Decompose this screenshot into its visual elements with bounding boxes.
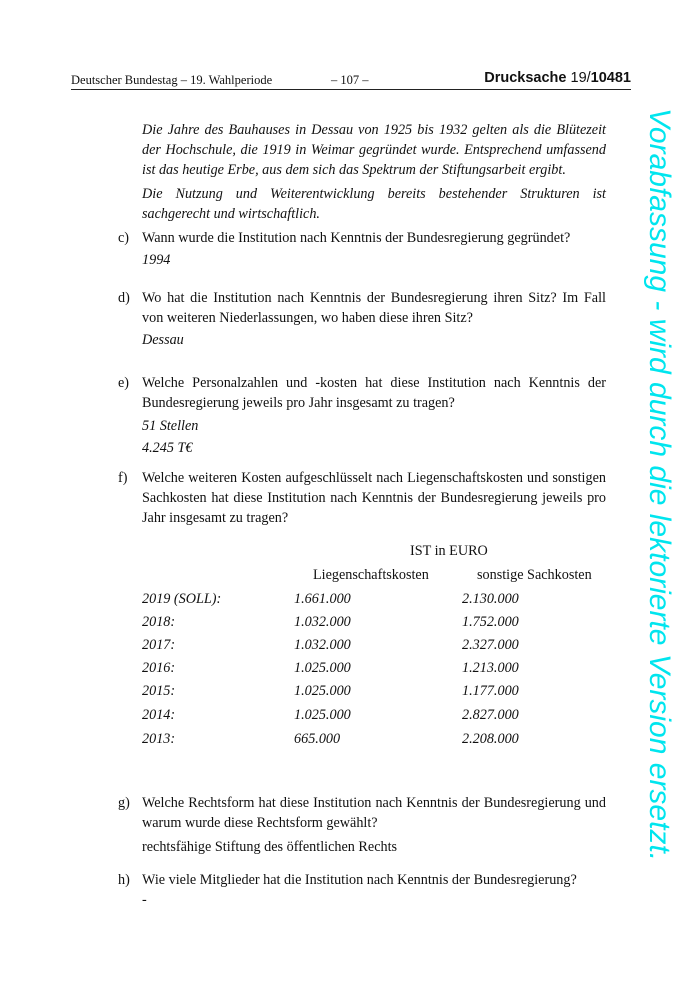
header-rule (71, 89, 631, 90)
row-sach: 2.827.000 (462, 707, 519, 723)
row-year: 2014: (142, 707, 176, 723)
question-g-text: Welche Rechtsform hat diese Institution nach Kenntnis der Bundesregierung und warum wurde diese Rechtsform gewählt? (142, 795, 606, 831)
row-year: 2015: (142, 683, 176, 699)
header-page-number: – 107 – (331, 73, 369, 87)
row-liegenschaft: 1.032.000 (294, 614, 351, 630)
page-header (71, 70, 631, 90)
question-g-answer: rechtsfähige Stiftung des öffentlichen Rechts (142, 839, 398, 855)
row-liegenschaft: 1.025.000 (294, 660, 351, 676)
header-parliament: Deutscher Bundestag – 19. Wahlperiode (71, 73, 273, 87)
question-d (142, 288, 606, 350)
question-f (142, 468, 606, 528)
question-e-label: e) (118, 375, 130, 391)
question-f-label: f) (118, 470, 128, 486)
question-h-label: h) (118, 872, 130, 888)
row-liegenschaft: 1.025.000 (294, 683, 351, 699)
cost-table-col-liegenschaft: Liegenschaftskosten (313, 567, 429, 583)
intro-paragraph-2: Die Nutzung und Weiterentwicklung bereits bestehender Strukturen ist sachgerecht und wirtschaftlich. (142, 186, 606, 222)
question-e (142, 373, 606, 458)
row-sach: 2.130.000 (462, 591, 519, 607)
cost-table-title: IST in EURO (410, 543, 488, 559)
table-row (142, 731, 602, 753)
question-d-text: Wo hat die Institution nach Kenntnis der Bundesregierung ihren Sitz? Im Fall von weiteren Niederlassungen, wo haben diese ihren Sitz? (142, 290, 606, 326)
question-g-label: g) (118, 795, 130, 811)
table-row (142, 707, 602, 729)
header-drucksache-number: 10481 (590, 70, 631, 86)
row-sach: 2.208.000 (462, 731, 519, 747)
question-h-text: Wie viele Mitglieder hat die Institution nach Kenntnis der Bundesregierung? (142, 872, 577, 888)
question-e-answer-1: 51 Stellen (142, 418, 199, 434)
row-liegenschaft: 665.000 (294, 731, 341, 747)
table-row (142, 683, 602, 705)
row-sach: 1.752.000 (462, 614, 519, 630)
row-year: 2018: (142, 614, 176, 630)
row-year: 2016: (142, 660, 176, 676)
question-d-label: d) (118, 290, 130, 306)
question-c (142, 228, 606, 270)
question-h (142, 870, 606, 910)
header-drucksache-prefix: 19/ (566, 70, 591, 86)
draft-watermark: Vorabfassung - wird durch die lektorierte Version ersetzt. (643, 108, 676, 862)
question-d-answer: Dessau (142, 332, 184, 348)
question-c-label: c) (118, 230, 130, 246)
row-liegenschaft: 1.661.000 (294, 591, 351, 607)
row-sach: 1.213.000 (462, 660, 519, 676)
question-h-answer: - (142, 892, 147, 908)
table-row (142, 660, 602, 682)
intro-paragraph-1: Die Jahre des Bauhauses in Dessau von 1925 bis 1932 gelten als die Blütezeit der Hochschule, die 1919 in Weimar gegründet wurde. Entsprechend umfassend ist das heutige Erbe, aus dem sich das Spektrum der Stiftungsarbeit ergibt. (142, 122, 606, 178)
table-row (142, 637, 602, 659)
question-c-text: Wann wurde die Institution nach Kenntnis der Bundesregierung gegründet? (142, 230, 571, 246)
question-f-text: Welche weiteren Kosten aufgeschlüsselt nach Liegenschaftskosten und sonstigen Sachkosten hat diese Institution nach Kenntnis der Bundesregierung jeweils pro Jahr insgesamt zu tragen? (142, 470, 606, 526)
row-year: 2013: (142, 731, 176, 747)
table-row (142, 614, 602, 636)
question-e-text: Welche Personalzahlen und -kosten hat diese Institution nach Kenntnis der Bundesregierung jeweils pro Jahr insgesamt zu tragen? (142, 375, 606, 411)
row-liegenschaft: 1.032.000 (294, 637, 351, 653)
question-g (142, 793, 606, 857)
question-e-answer-2: 4.245 T€ (142, 440, 193, 456)
table-row (142, 591, 602, 613)
row-sach: 2.327.000 (462, 637, 519, 653)
question-c-answer: 1994 (142, 252, 171, 268)
header-drucksache-label: Drucksache (484, 70, 567, 86)
row-year: 2017: (142, 637, 176, 653)
header-drucksache (484, 70, 631, 86)
row-year: 2019 (SOLL): (142, 591, 222, 607)
intro-block (142, 120, 606, 224)
cost-table-col-sach: sonstige Sachkosten (477, 567, 592, 583)
row-sach: 1.177.000 (462, 683, 519, 699)
row-liegenschaft: 1.025.000 (294, 707, 351, 723)
